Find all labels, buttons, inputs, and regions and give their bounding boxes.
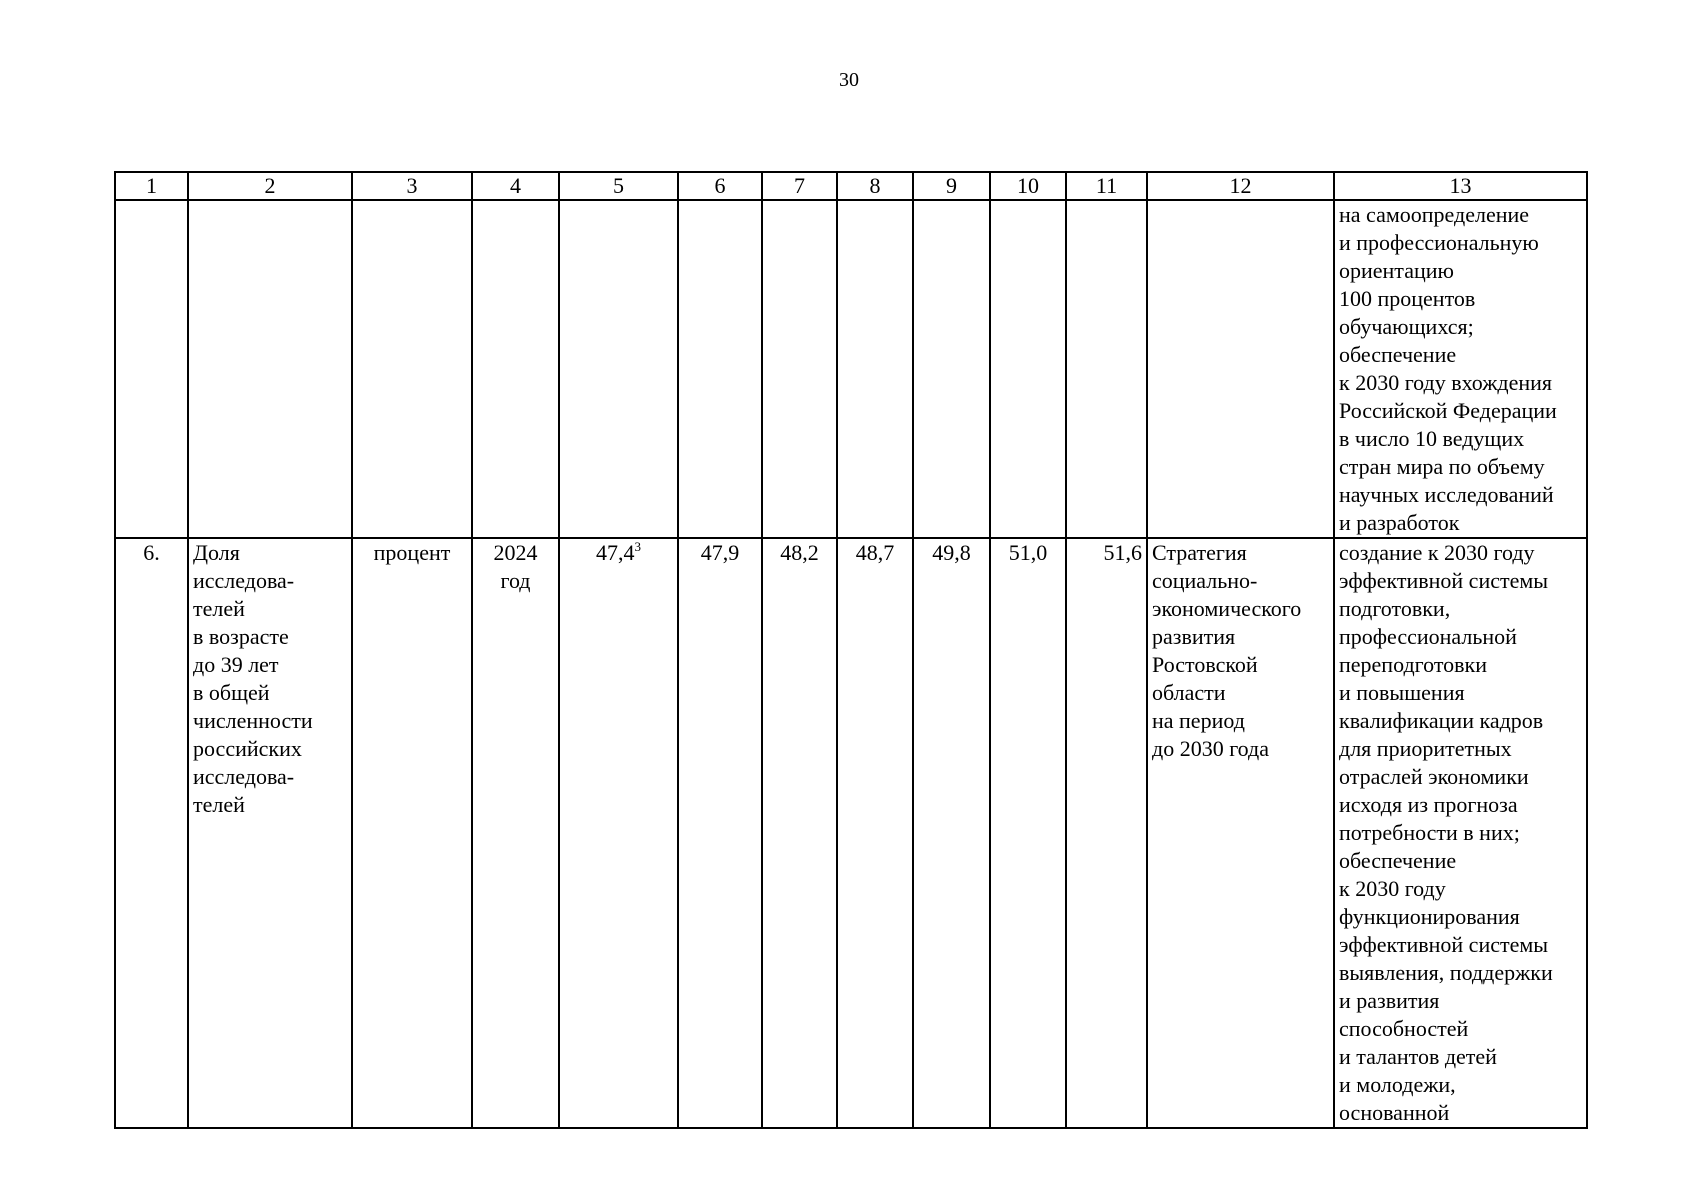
indicator-name-cell: Доля исследова- телей в возрасте до 39 лет в общей численности российских исследова- телей — [188, 538, 352, 1128]
empty-cell — [913, 200, 990, 538]
column-header-2: 2 — [188, 172, 352, 200]
column-header-7: 7 — [762, 172, 837, 200]
column-header-9: 9 — [913, 172, 990, 200]
column-header-12: 12 — [1147, 172, 1334, 200]
column-header-3: 3 — [352, 172, 472, 200]
goal-continuation-cell: на самоопределение и профессиональную ориентацию 100 процентов обучающихся; обеспечение к 2030 году вхождения Российской Федерации в число 10 ведущих стран мира по объему научных исследований и разработок — [1334, 200, 1587, 538]
base-value: 47,4 — [596, 540, 635, 565]
column-header-13: 13 — [1334, 172, 1587, 200]
table-row-continuation — [115, 200, 1587, 538]
unit-cell: процент — [352, 538, 472, 1128]
footnote-mark: 3 — [634, 539, 641, 554]
indicators-table — [114, 171, 1588, 1129]
table-header-row — [115, 172, 1587, 200]
column-header-6: 6 — [678, 172, 762, 200]
row-number-cell: 6. — [115, 538, 188, 1128]
page-number: 30 — [839, 69, 859, 91]
value-cell-9: 49,8 — [913, 538, 990, 1128]
column-header-11: 11 — [1066, 172, 1147, 200]
empty-cell — [678, 200, 762, 538]
document-cell: Стратегия социально- экономического развития Ростовской области на период до 2030 года — [1147, 538, 1334, 1128]
column-header-5: 5 — [559, 172, 678, 200]
column-header-10: 10 — [990, 172, 1066, 200]
empty-cell — [472, 200, 559, 538]
value-cell-10: 51,0 — [990, 538, 1066, 1128]
column-header-4: 4 — [472, 172, 559, 200]
empty-cell — [1147, 200, 1334, 538]
empty-cell — [1066, 200, 1147, 538]
empty-cell — [990, 200, 1066, 538]
value-cell-8: 48,7 — [837, 538, 913, 1128]
empty-cell — [115, 200, 188, 538]
value-cell-7: 48,2 — [762, 538, 837, 1128]
empty-cell — [762, 200, 837, 538]
empty-cell — [837, 200, 913, 538]
empty-cell — [188, 200, 352, 538]
column-header-1: 1 — [115, 172, 188, 200]
table-row-6 — [115, 538, 1587, 1128]
empty-cell — [352, 200, 472, 538]
value-cell-6: 47,9 — [678, 538, 762, 1128]
value-cell-11: 51,6 — [1066, 538, 1147, 1128]
column-header-8: 8 — [837, 172, 913, 200]
empty-cell — [559, 200, 678, 538]
base-year-cell: 2024 год — [472, 538, 559, 1128]
goal-cell: создание к 2030 году эффективной системы подготовки, профессиональной переподготовки и повышения квалификации кадров для приоритетных отраслей экономики исходя из прогноза потребности в них; обеспечение к 2030 году функционирования эффективной системы выявления, поддержки и развития способностей и талантов детей и молодежи, основанной — [1334, 538, 1587, 1128]
base-value-cell — [559, 538, 678, 1128]
